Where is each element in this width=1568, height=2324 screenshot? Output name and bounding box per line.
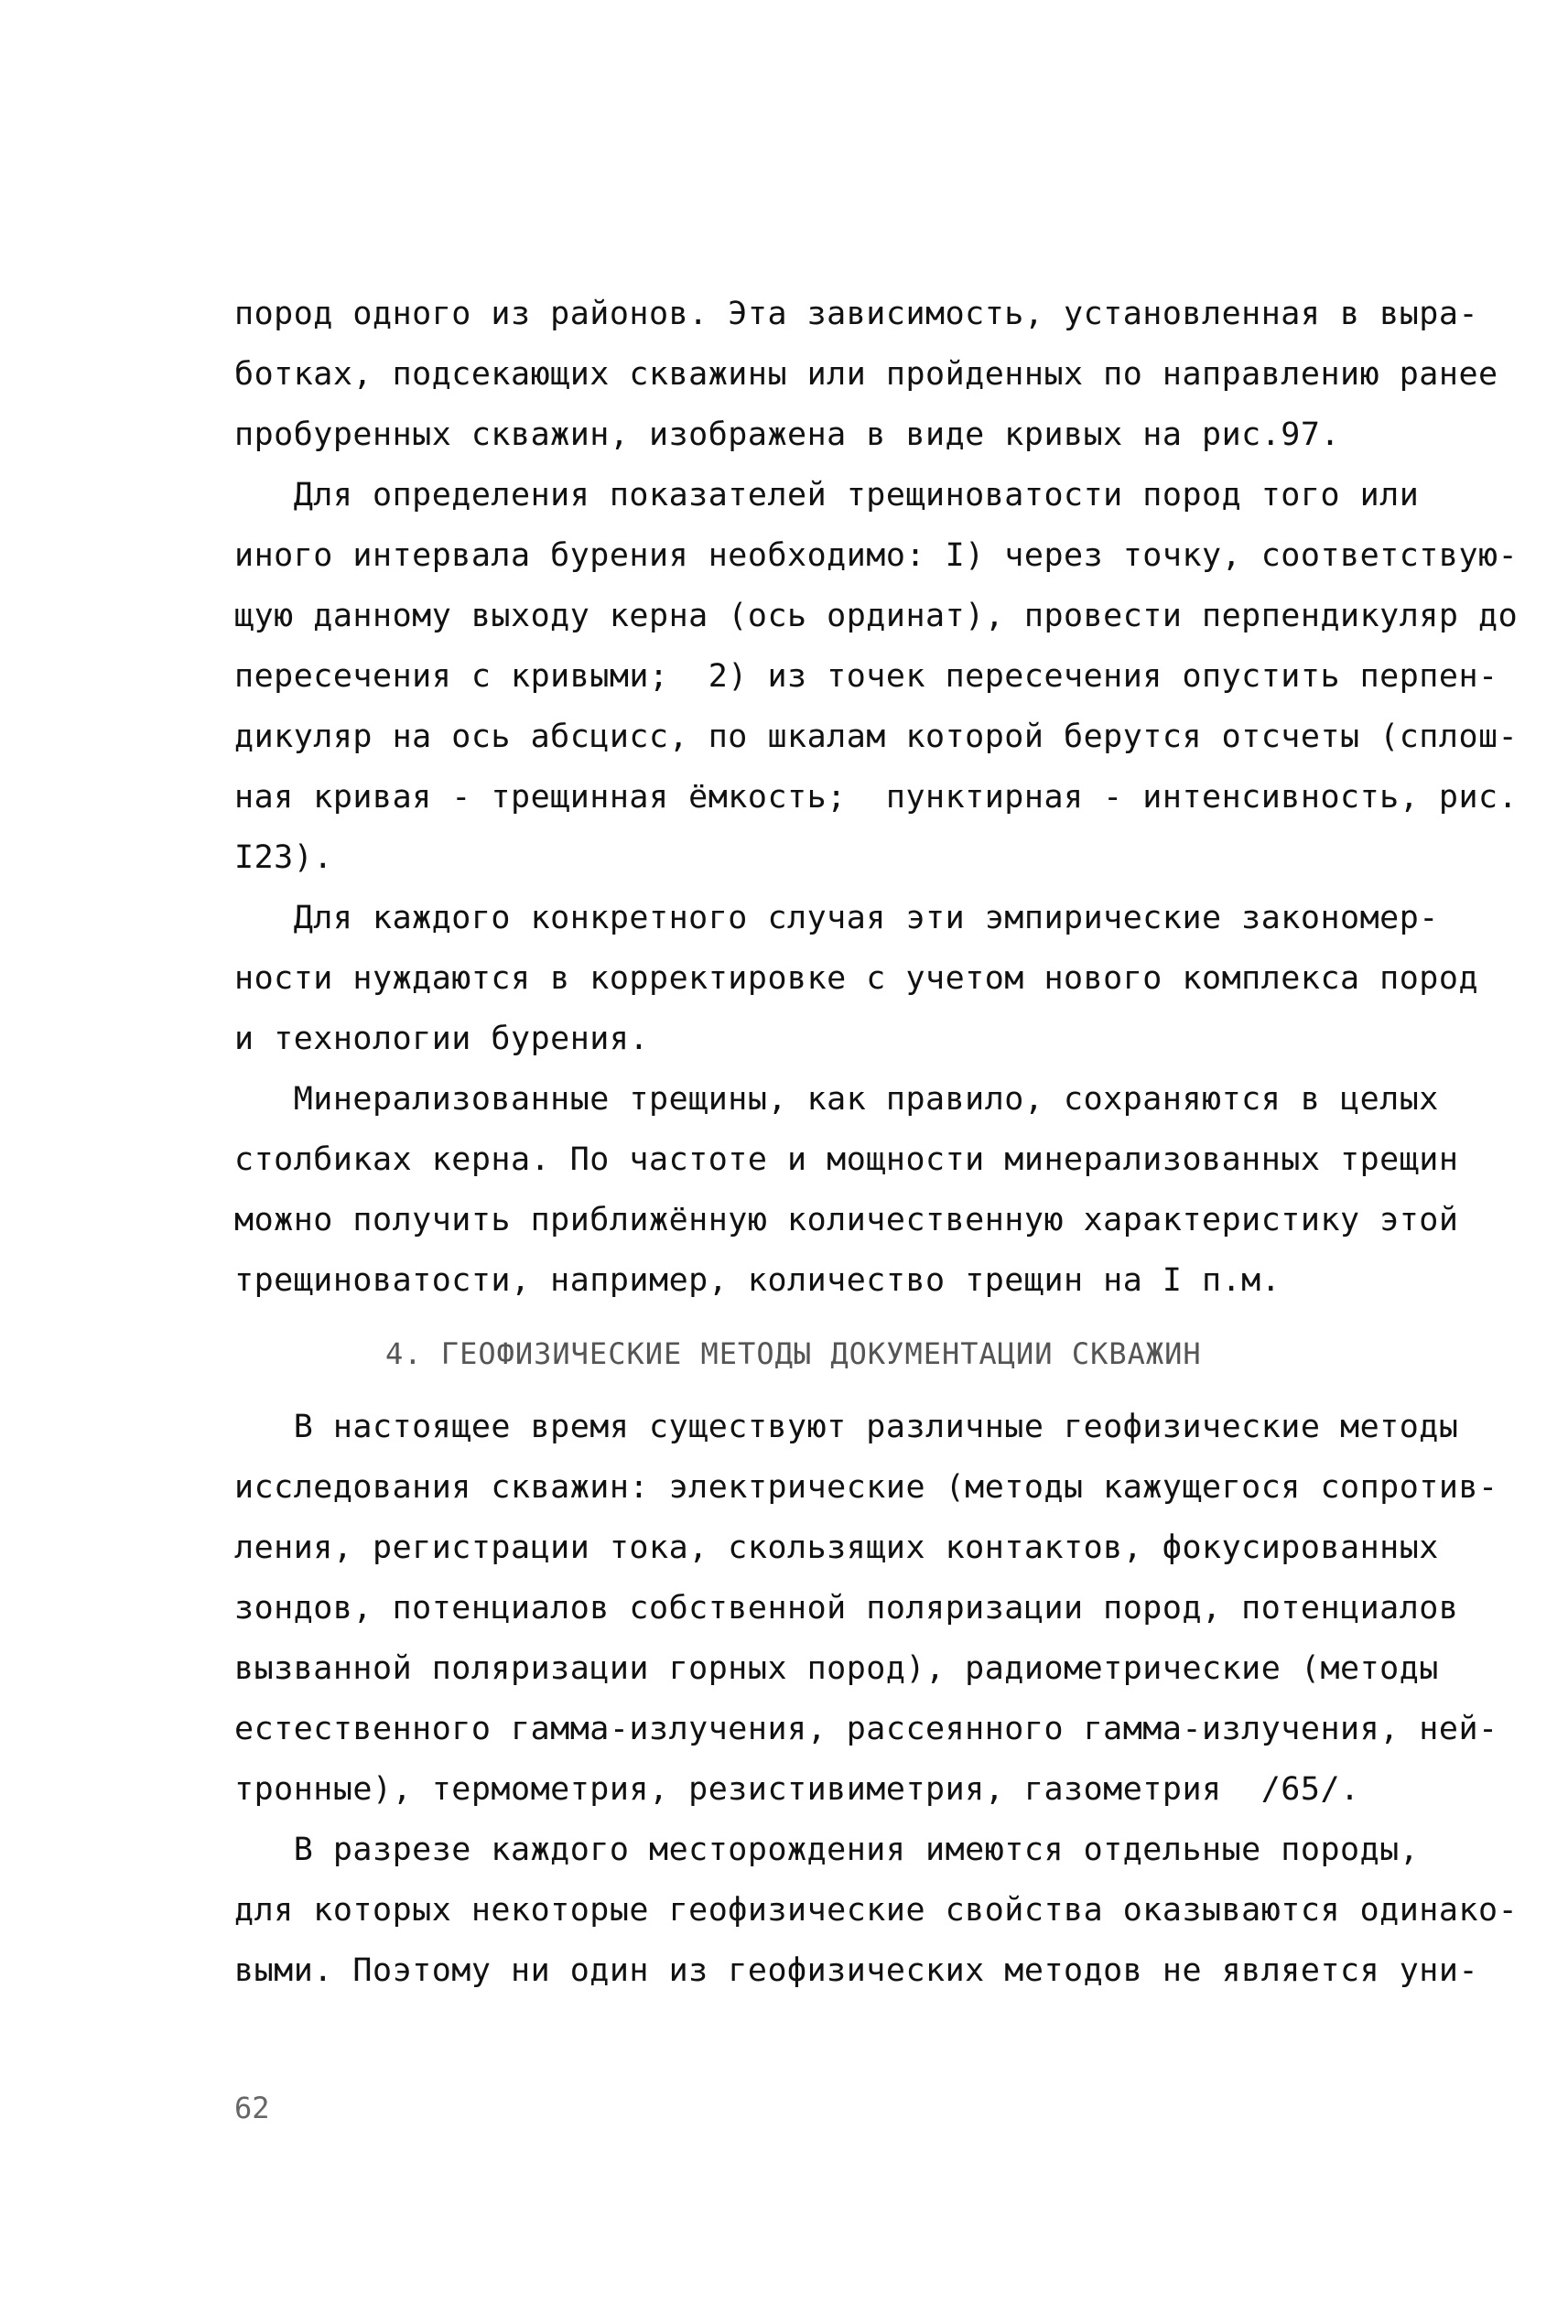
paragraph-2: [234, 465, 1519, 888]
paragraph-1: [234, 284, 1498, 465]
text-line: Для определения показателей трещиноватости пород того или: [234, 477, 1420, 513]
page-number: 62: [234, 2091, 270, 2125]
text-line: выми. Поэтому ни один из геофизических методов не является уни-: [234, 1952, 1479, 1989]
text-line: трещиноватости, например, количество трещин на I п.м.: [234, 1262, 1281, 1299]
text-line: исследования скважин: электрические (методы кажущегося сопротив-: [234, 1469, 1498, 1506]
paragraph-4: [234, 1069, 1459, 1311]
text-line: ботках, подсекающих скважины или пройденных по направлению ранее: [234, 356, 1498, 393]
text-line: и технологии бурения.: [234, 1021, 650, 1057]
text-line: ности нуждаются в корректировке с учетом нового комплекса пород: [234, 960, 1479, 997]
text-line: ная кривая - трещинная ёмкость; пунктирная - интенсивность, рис.: [234, 779, 1519, 816]
body-text: [234, 284, 1519, 2001]
text-line: зондов, потенциалов собственной поляризации пород, потенциалов: [234, 1590, 1459, 1627]
text-line: I23).: [234, 839, 333, 876]
text-line: пересечения с кривыми; 2) из точек пересечения опустить перпен-: [234, 658, 1498, 695]
text-line: столбиках керна. По частоте и мощности минерализованных трещин: [234, 1141, 1459, 1178]
text-line: В настоящее время существуют различные геофизические методы: [234, 1409, 1459, 1445]
text-line: можно получить приближённую количественную характеристику этой: [234, 1202, 1459, 1238]
text-line: Минерализованные трещины, как правило, сохраняются в целых: [234, 1081, 1439, 1118]
text-line: для которых некоторые геофизические свойства оказываются одинако-: [234, 1892, 1519, 1929]
paragraph-5: [234, 1397, 1498, 1820]
text-line: пробуренных скважин, изображена в виде кривых на рис.97.: [234, 416, 1341, 453]
section-heading: 4. ГЕОФИЗИЧЕСКИЕ МЕТОДЫ ДОКУМЕНТАЦИИ СКВАЖИН: [385, 1336, 1202, 1371]
text-line: тронные), термометрия, резистивиметрия, газометрия /65/.: [234, 1771, 1360, 1808]
paragraph-3: [234, 888, 1479, 1069]
text-line: Для каждого конкретного случая эти эмпирические закономер-: [234, 900, 1439, 936]
text-line: иного интервала бурения необходимо: I) через точку, соответствую-: [234, 537, 1519, 574]
text-line: естественного гамма-излучения, рассеянного гамма-излучения, ней-: [234, 1711, 1498, 1747]
text-line: щую данному выходу керна (ось ординат), провести перпендикуляр до: [234, 598, 1519, 634]
text-line: В разрезе каждого месторождения имеются отдельные породы,: [234, 1832, 1420, 1868]
text-line: ления, регистрации тока, скользящих контактов, фокусированных: [234, 1530, 1439, 1566]
paragraph-6: [234, 1820, 1519, 2001]
text-line: вызванной поляризации горных пород), радиометрические (методы: [234, 1650, 1439, 1687]
text-line: пород одного из районов. Эта зависимость, установленная в выра-: [234, 296, 1479, 332]
text-line: дикуляр на ось абсцисс, по шкалам которой берутся отсчеты (сплош-: [234, 719, 1519, 755]
